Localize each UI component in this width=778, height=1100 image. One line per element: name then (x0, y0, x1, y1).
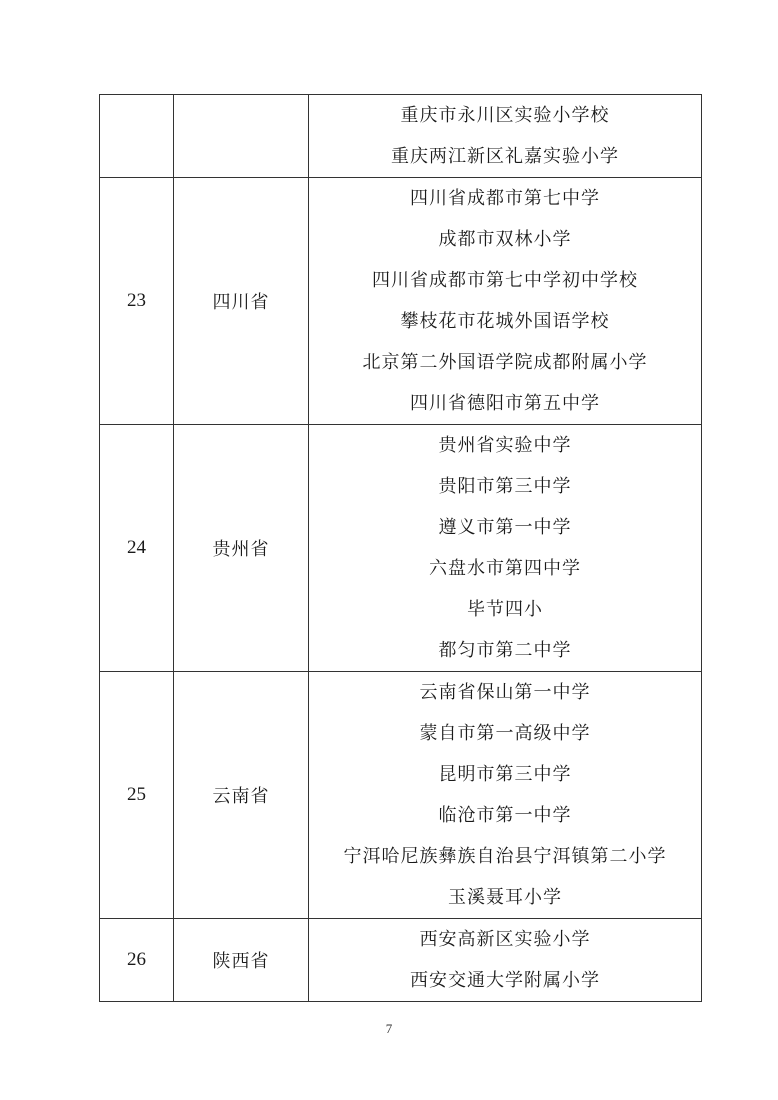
table-row (100, 425, 702, 672)
school-name: 北京第二外国语学院成都附属小学 (362, 352, 648, 373)
table-row (100, 672, 702, 919)
school-name: 蒙自市第一高级中学 (419, 723, 591, 744)
school-list (309, 95, 701, 177)
province-name: 贵州省 (174, 425, 309, 672)
school-name: 攀枝花市花城外国语学校 (400, 311, 610, 332)
school-list (309, 178, 701, 424)
school-name: 宁洱哈尼族彝族自治县宁洱镇第二小学 (343, 846, 667, 867)
school-name: 毕节四小 (467, 599, 543, 620)
school-name: 四川省成都市第七中学 (410, 188, 600, 209)
province-name (174, 95, 309, 178)
school-list (309, 425, 701, 671)
school-cell (309, 178, 702, 425)
school-name: 临沧市第一中学 (438, 805, 572, 826)
school-name: 玉溪聂耳小学 (448, 887, 562, 908)
table-body (100, 95, 702, 1002)
school-name: 云南省保山第一中学 (419, 682, 591, 703)
school-name: 四川省成都市第七中学初中学校 (372, 270, 638, 291)
school-cell (309, 672, 702, 919)
school-cell (309, 425, 702, 672)
row-number: 25 (100, 672, 174, 919)
province-name: 四川省 (174, 178, 309, 425)
table-row (100, 178, 702, 425)
school-name: 都匀市第二中学 (438, 640, 572, 661)
schools-table (99, 94, 702, 1002)
school-name: 遵义市第一中学 (438, 517, 572, 538)
school-name: 西安交通大学附属小学 (410, 970, 600, 991)
school-name: 四川省德阳市第五中学 (410, 393, 600, 414)
school-list (309, 672, 701, 918)
row-number: 24 (100, 425, 174, 672)
school-name: 西安高新区实验小学 (419, 929, 591, 950)
row-number: 23 (100, 178, 174, 425)
row-number: 26 (100, 919, 174, 1002)
school-name: 重庆市永川区实验小学校 (400, 105, 610, 126)
school-name: 重庆两江新区礼嘉实验小学 (391, 146, 619, 167)
school-cell (309, 95, 702, 178)
school-name: 贵州省实验中学 (438, 435, 572, 456)
school-name: 六盘水市第四中学 (429, 558, 581, 579)
school-name: 贵阳市第三中学 (438, 476, 572, 497)
table-row (100, 95, 702, 178)
school-name: 成都市双林小学 (438, 229, 572, 250)
page-number: 7 (385, 1021, 393, 1036)
table-row (100, 919, 702, 1002)
school-name: 昆明市第三中学 (438, 764, 572, 785)
province-name: 云南省 (174, 672, 309, 919)
row-number (100, 95, 174, 178)
school-cell (309, 919, 702, 1002)
school-list (309, 919, 701, 1001)
province-name: 陕西省 (174, 919, 309, 1002)
